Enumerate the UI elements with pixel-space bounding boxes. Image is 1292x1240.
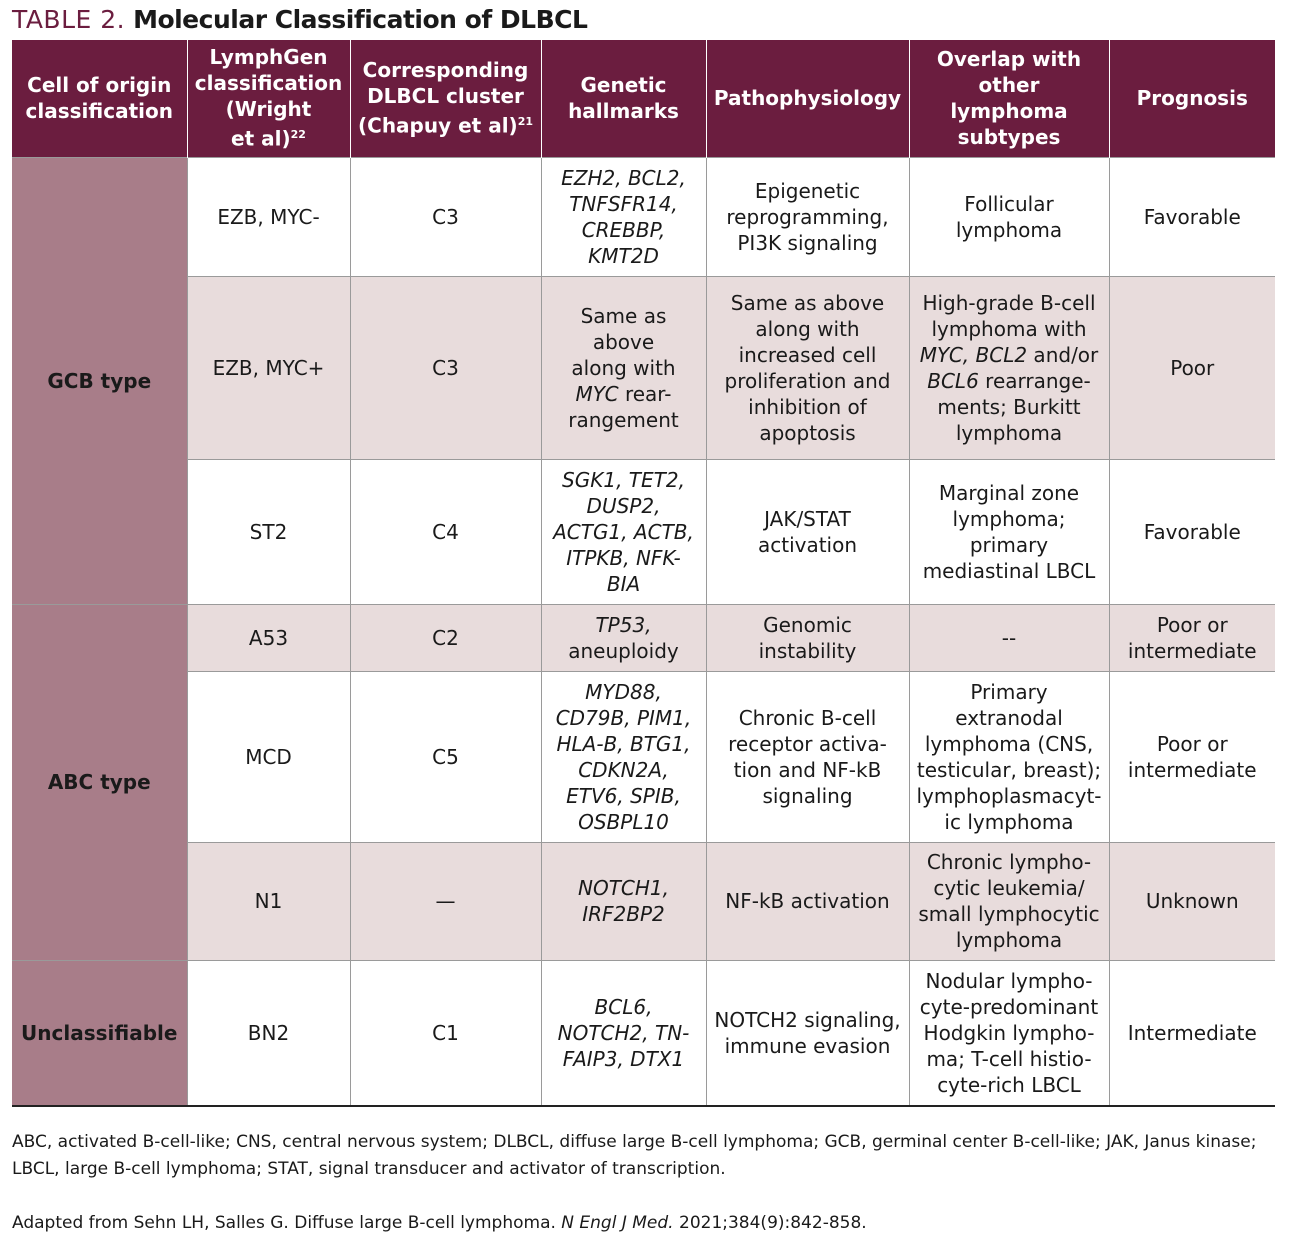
cell-patho: Chronic B-cell receptor activa- tion and NF-kB signaling — [706, 671, 909, 842]
table-row — [12, 960, 1275, 1106]
cell-prognosis: Poor or intermediate — [1109, 604, 1275, 671]
cell-patho: NF-kB activation — [706, 842, 909, 960]
abbreviations-footnote: ABC, activated B-cell-like; CNS, central nervous system; DLBCL, diffuse large B-cell lymphoma; GCB, germinal center B-cell-like; JAK, Janus kinase; LBCL, large B-cell lymphoma; STAT, signal transducer and activator of transcription. — [12, 1132, 1257, 1179]
header-genetic-hallmarks: Genetic hallmarks — [541, 40, 706, 157]
table-row — [12, 276, 1275, 459]
cell-patho: Epigenetic reprogramming, PI3K signaling — [706, 157, 909, 276]
cell-overlap: High-grade B-cell lymphoma with MYC, BCL2 and/or BCL6 rearrange- ments; Burkitt lymphoma — [909, 276, 1109, 459]
cell-prognosis: Favorable — [1109, 157, 1275, 276]
table-row — [12, 842, 1275, 960]
group-gcb-type: GCB type — [12, 157, 187, 604]
table-row — [12, 157, 1275, 276]
header-overlap: Overlap with other lymphoma subtypes — [909, 40, 1109, 157]
table-title-text: Molecular Classification of DLBCL — [133, 5, 588, 34]
cell-cluster: C1 — [350, 960, 541, 1106]
cell-cluster: C2 — [350, 604, 541, 671]
cell-cluster: C5 — [350, 671, 541, 842]
cell-patho: Genomic instability — [706, 604, 909, 671]
cell-lymphgen: MCD — [187, 671, 350, 842]
group-unclassifiable: Unclassifiable — [12, 960, 187, 1106]
cell-overlap: -- — [909, 604, 1109, 671]
table-row — [12, 459, 1275, 604]
header-lymphgen: LymphGen classification (Wright et al)$^{22}$ — [187, 40, 350, 157]
cell-genetic: TP53, aneuploidy — [541, 604, 706, 671]
cell-lymphgen: BN2 — [187, 960, 350, 1106]
cell-overlap: Marginal zone lymphoma; primary mediastinal LBCL — [909, 459, 1109, 604]
cell-prognosis: Unknown — [1109, 842, 1275, 960]
cell-patho: NOTCH2 signaling, immune evasion — [706, 960, 909, 1106]
source-footnote: Adapted from Sehn LH, Salles G. Diffuse large B-cell lymphoma. N Engl J Med. 2021;384(9):842-858. — [12, 1213, 867, 1233]
cell-lymphgen: A53 — [187, 604, 350, 671]
table-number: TABLE 2. — [12, 5, 126, 34]
table-row — [12, 671, 1275, 842]
cell-lymphgen: ST2 — [187, 459, 350, 604]
cell-overlap: Primary extranodal lymphoma (CNS, testicular, breast); lymphoplasmacyt- ic lymphoma — [909, 671, 1109, 842]
cell-genetic: NOTCH1, IRF2BP2 — [541, 842, 706, 960]
classification-table — [12, 40, 1275, 1107]
cell-patho: Same as above along with increased cell proliferation and inhibition of apoptosis — [706, 276, 909, 459]
table-title — [12, 4, 587, 36]
header-pathophysiology: Pathophysiology — [706, 40, 909, 157]
cell-lymphgen: N1 — [187, 842, 350, 960]
cell-prognosis: Favorable — [1109, 459, 1275, 604]
cell-genetic: BCL6, NOTCH2, TN- FAIP3, DTX1 — [541, 960, 706, 1106]
cell-cluster: — — [350, 842, 541, 960]
cell-cluster: C3 — [350, 157, 541, 276]
header-prognosis: Prognosis — [1109, 40, 1275, 157]
cell-cluster: C3 — [350, 276, 541, 459]
cell-overlap: Chronic lympho- cytic leukemia/ small lymphocytic lymphoma — [909, 842, 1109, 960]
cell-prognosis: Intermediate — [1109, 960, 1275, 1106]
group-abc-type: ABC type — [12, 604, 187, 960]
cell-overlap: Nodular lympho- cyte-predominant Hodgkin lympho- ma; T-cell histio- cyte-rich LBCL — [909, 960, 1109, 1106]
header-row — [12, 40, 1275, 157]
cell-prognosis: Poor — [1109, 276, 1275, 459]
cell-genetic: Same as above along with MYC rear- rangement — [541, 276, 706, 459]
header-cell-of-origin: Cell of origin classification — [12, 40, 187, 157]
cell-lymphgen: EZB, MYC- — [187, 157, 350, 276]
cell-lymphgen: EZB, MYC+ — [187, 276, 350, 459]
header-cluster: Corresponding DLBCL cluster (Chapuy et al)$^{21}$ — [350, 40, 541, 157]
cell-genetic: EZH2, BCL2, TNFSFR14, CREBBP, KMT2D — [541, 157, 706, 276]
cell-patho: JAK/STAT activation — [706, 459, 909, 604]
table-row — [12, 604, 1275, 671]
cell-prognosis: Poor or intermediate — [1109, 671, 1275, 842]
cell-cluster: C4 — [350, 459, 541, 604]
cell-genetic: SGK1, TET2, DUSP2, ACTG1, ACTB, ITPKB, NFK- BIA — [541, 459, 706, 604]
cell-genetic: MYD88, CD79B, PIM1, HLA-B, BTG1, CDKN2A, ETV6, SPIB, OSBPL10 — [541, 671, 706, 842]
cell-overlap: Follicular lymphoma — [909, 157, 1109, 276]
